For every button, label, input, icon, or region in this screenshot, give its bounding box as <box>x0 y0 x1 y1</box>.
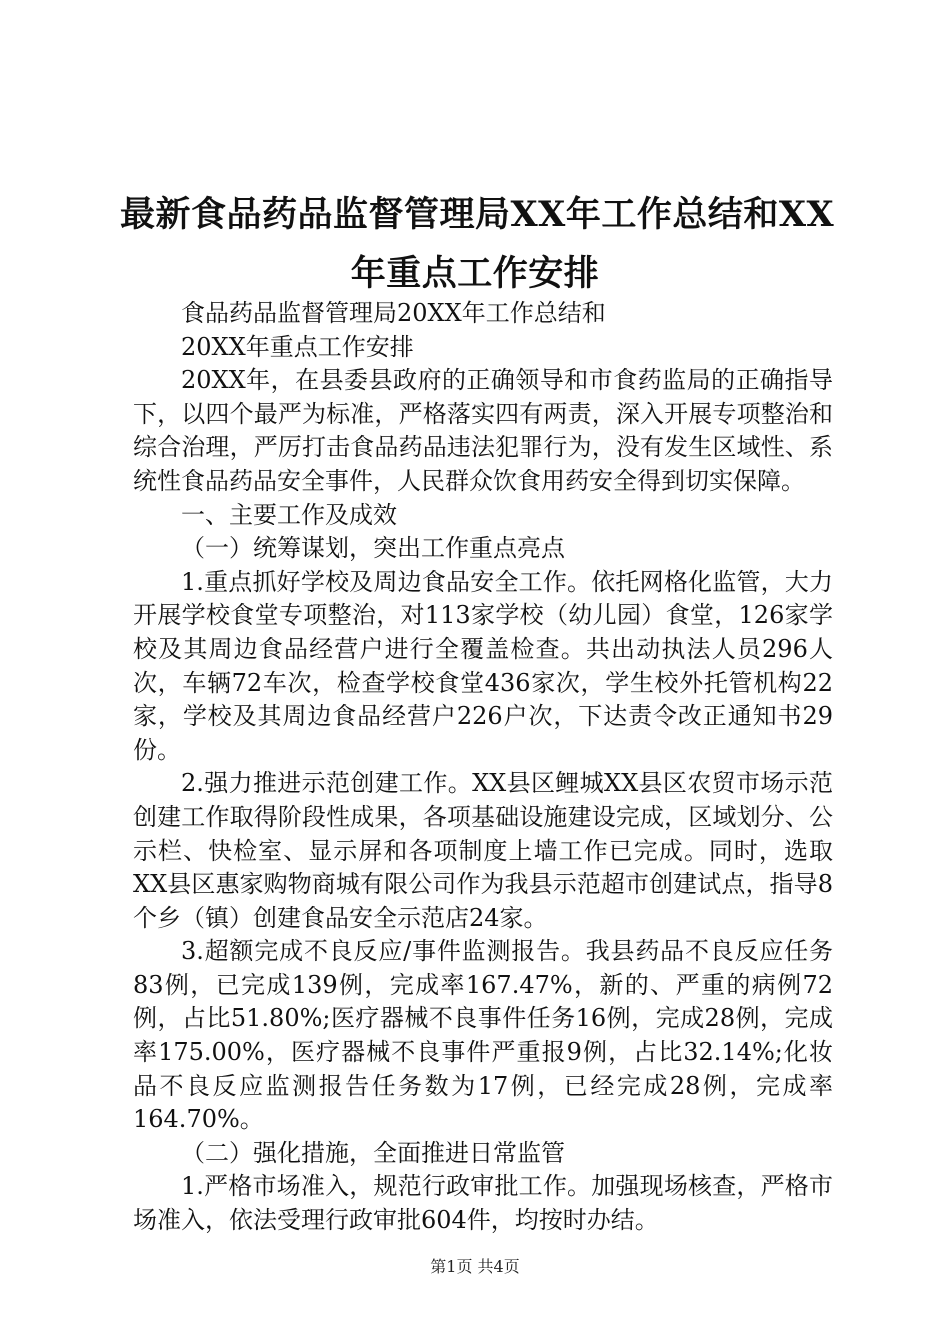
paragraph-subtitle-2: 20XX年重点工作安排 <box>181 332 414 361</box>
paragraph-item-4: 1.严格市场准入，规范行政审批工作。加强现场核查，严格市场准入，依法受理行政审批604件，均按时办结。 <box>133 1172 833 1235</box>
paragraph-item-1: 1.重点抓好学校及周边食品安全工作。依托网格化监管，大力开展学校食堂专项整治，对113家学校（幼儿园）食堂，126家学校及其周边食品经营户进行全覆盖检查。共出动执法人员296人次，车辆72车次，检查学校食堂436家次，学生校外托管机构22家，学校及其周边食品经营户226户次，下达责令改正通知书29份。 <box>133 567 833 764</box>
document-title-line-2: 年重点工作安排 <box>350 253 600 294</box>
subsection-heading-2: （二）强化措施，全面推进日常监管 <box>181 1138 565 1167</box>
document-body <box>133 297 833 1238</box>
section-heading-1: 一、主要工作及成效 <box>181 500 397 529</box>
page-footer: 第1页 共4页 <box>430 1257 520 1276</box>
paragraph-subtitle-1: 食品药品监督管理局20XX年工作总结和 <box>181 299 606 327</box>
paragraph-item-3: 3.超额完成不良反应/事件监测报告。我县药品不良反应任务83例，已完成139例，完成率167.47%，新的、严重的病例72例，占比51.80%;医疗器械不良事件任务16例，完成28例，完成率175.00%，医疗器械不良事件严重报9例，占比32.14%;化妆品不良反应监测报告任务数为17例，已经完成28例，完成率164.70%。 <box>133 937 833 1134</box>
paragraph-intro: 20XX年，在县委县政府的正确领导和市食药监局的正确指导下，以四个最严为标准，严格落实四有两责，深入开展专项整治和综合治理，严厉打击食品药品违法犯罪行为，没有发生区域性、系统性食品药品安全事件，人民群众饮食用药安全得到切实保障。 <box>133 366 833 495</box>
paragraph-item-2: 2.强力推进示范创建工作。XX县区鲤城XX县区农贸市场示范创建工作取得阶段性成果，各项基础设施建设完成，区域划分、公示栏、快检室、显示屏和各项制度上墙工作已完成。同时，选取XX县区惠家购物商城有限公司作为我县示范超市创建试点，指导8个乡（镇）创建食品安全示范店24家。 <box>133 769 833 932</box>
subsection-heading-1: （一）统筹谋划，突出工作重点亮点 <box>181 534 565 563</box>
document-title-line-1: 最新食品药品监督管理局XX年工作总结和XX <box>120 194 835 235</box>
